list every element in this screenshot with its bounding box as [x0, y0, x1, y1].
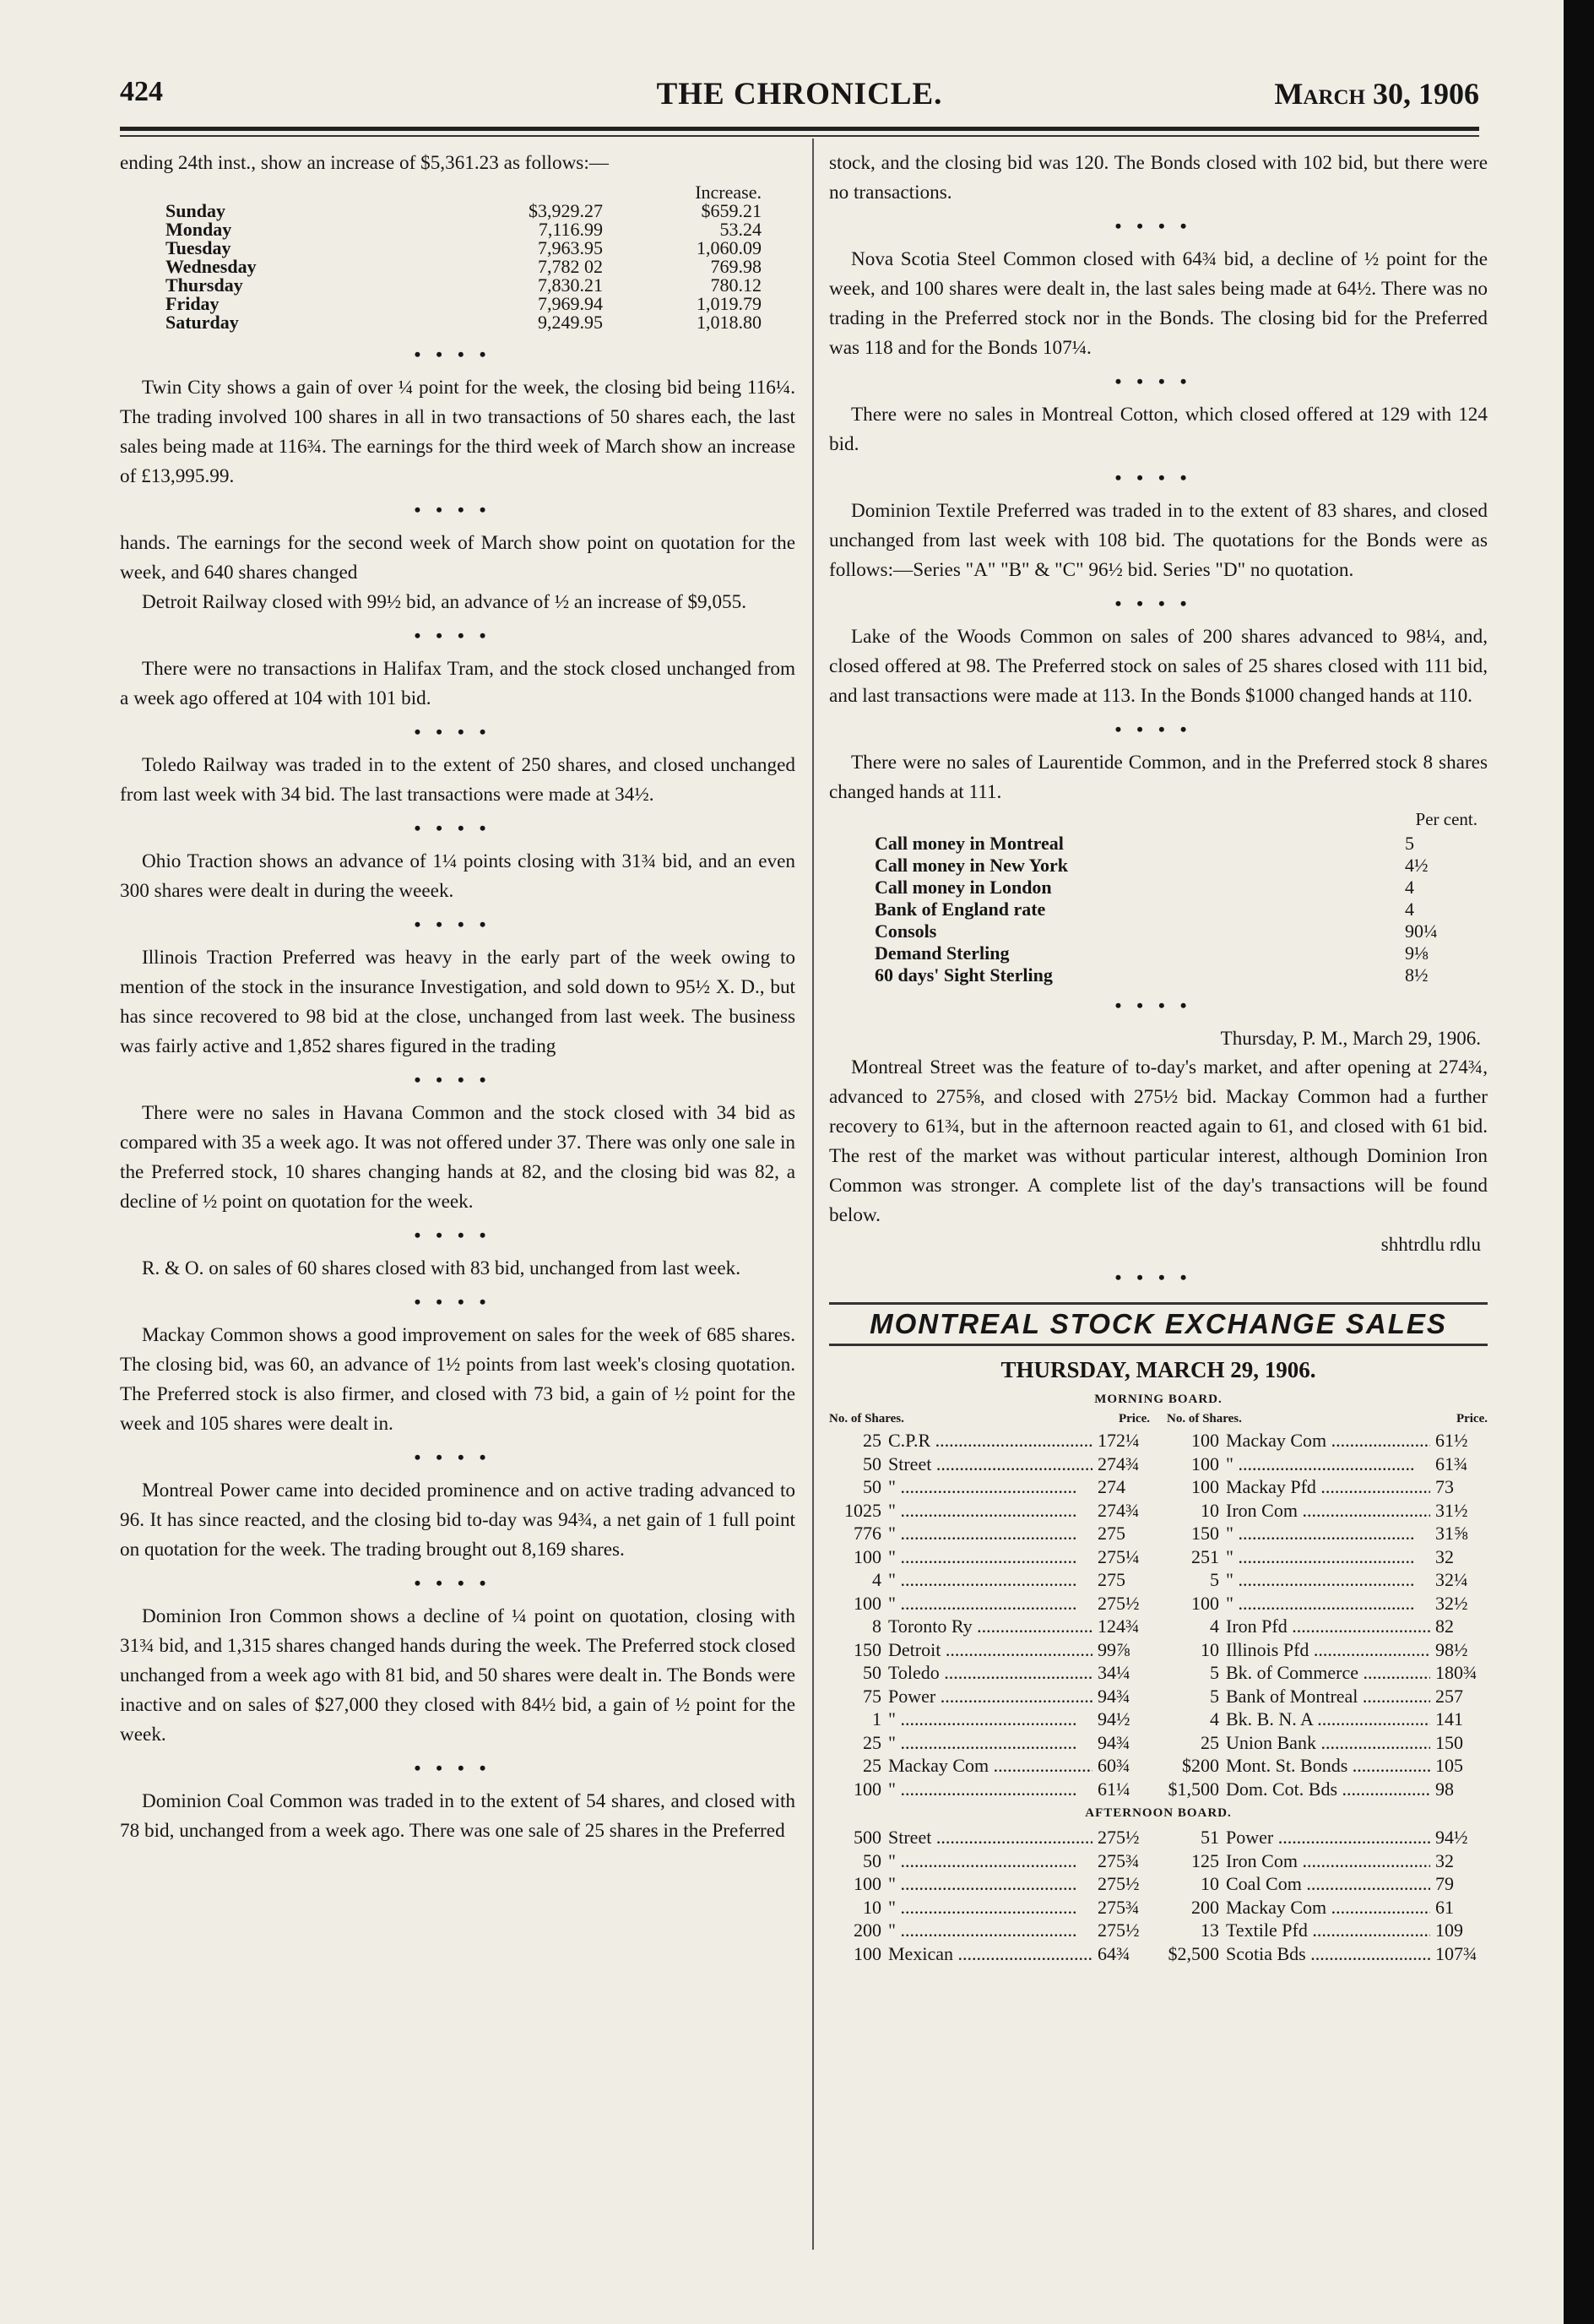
- section-separator: ••••: [1114, 593, 1202, 614]
- sale-stock: Toronto Ry .....: [888, 1615, 1092, 1638]
- section-separator: ••••: [1114, 215, 1202, 236]
- sale-shares: 5: [1210, 1662, 1219, 1683]
- sale-row: [829, 1452, 1150, 1476]
- report-dateline: Thursday, P. M., March 29, 1906.: [1220, 1028, 1481, 1049]
- paragraph-dominion-coal: Dominion Coal Common was traded in to the extent of 54 shares, and closed with 78 bid, unchanged from a week ago. There was one sale of 25 shares in the Preferred: [120, 1790, 795, 1842]
- sale-row: [829, 1708, 1150, 1731]
- section-separator: ••••: [414, 1069, 502, 1090]
- sale-shares: 25: [863, 1430, 881, 1451]
- daily-row: Monday 7,116.99 53.24: [165, 219, 762, 240]
- sale-shares: 776: [854, 1523, 881, 1544]
- daily-row: Wednesday 7,782 02 769.98: [165, 256, 762, 277]
- section-separator: ••••: [1114, 371, 1202, 392]
- sale-stock: " .....: [888, 1475, 1092, 1499]
- sale-price: 275¾: [1098, 1849, 1140, 1871]
- sale-price: 61¼: [1098, 1778, 1130, 1800]
- sale-price: 31½: [1435, 1499, 1468, 1521]
- sale-stock: Toledo .....: [888, 1661, 1092, 1685]
- afternoon-sales-right: [1167, 1826, 1488, 1965]
- sale-stock: Street .....: [888, 1826, 1092, 1849]
- sale-row: [829, 1568, 1150, 1592]
- section-separator: ••••: [414, 1291, 502, 1312]
- sale-stock: Mont. St. Bonds .....: [1226, 1754, 1430, 1778]
- sales-column-header: No. of Shares. Price.: [829, 1412, 1150, 1425]
- sale-shares: 50: [863, 1476, 881, 1497]
- sale-shares: 25: [863, 1731, 881, 1753]
- afternoon-sales-left: [829, 1826, 1150, 1965]
- sale-shares: 10: [1201, 1499, 1219, 1521]
- sale-row: [1167, 1942, 1488, 1966]
- sale-stock: C.P.R .....: [888, 1429, 1092, 1452]
- sale-row: [829, 1475, 1150, 1499]
- sale-row: [829, 1826, 1150, 1849]
- sale-stock: Bk. of Commerce .....: [1226, 1661, 1430, 1685]
- sale-row: [1167, 1475, 1488, 1499]
- sale-stock: " .....: [888, 1522, 1092, 1545]
- sale-price: 73: [1435, 1476, 1454, 1497]
- daily-earnings-table: [162, 183, 765, 332]
- sale-price: 275¼: [1098, 1545, 1140, 1567]
- sale-price: 32¼: [1435, 1569, 1468, 1590]
- sale-row: [829, 1896, 1150, 1919]
- sale-row: [829, 1942, 1150, 1966]
- sale-stock: Illinois Pfd .....: [1226, 1638, 1430, 1662]
- afternoon-right-rows: [1167, 1826, 1488, 1965]
- sale-price: 275: [1098, 1523, 1125, 1544]
- sale-row: [1167, 1849, 1488, 1873]
- right-column: [829, 149, 1488, 1965]
- paragraph-halifax: There were no transactions in Halifax Tram, and the stock closed unchanged from a week ago offered at 104 with 101 bid.: [120, 658, 795, 709]
- section-separator: ••••: [414, 625, 502, 646]
- sale-price: 32: [1435, 1545, 1454, 1567]
- sale-price: 94½: [1435, 1827, 1468, 1848]
- left-column: [120, 149, 795, 1846]
- morning-right-rows: [1167, 1429, 1488, 1800]
- sale-shares: 200: [854, 1919, 881, 1941]
- morning-sales: [829, 1412, 1488, 1800]
- sale-stock: Power .....: [888, 1685, 1092, 1708]
- sale-price: 98½: [1435, 1638, 1468, 1660]
- sale-price: 105: [1435, 1755, 1463, 1776]
- sale-row: [829, 1661, 1150, 1685]
- sale-price: 94½: [1098, 1708, 1130, 1729]
- sale-row: [829, 1522, 1150, 1545]
- sale-price: 34¼: [1098, 1662, 1130, 1683]
- sale-stock: Mackay Pfd .....: [1226, 1475, 1430, 1499]
- paragraph-twin-city: Twin City shows a gain of over ¼ point for the week, the closing bid being 116¼. The trading involved 100 shares in all in two transactions of 50 shares each, the last sales being made at 116¾. The earnings for the third week of March show an increase of £13,995.99.: [120, 377, 795, 487]
- sale-row: [1167, 1896, 1488, 1919]
- sale-row: [829, 1872, 1150, 1896]
- sale-stock: " .....: [888, 1545, 1092, 1569]
- sale-price: 94¾: [1098, 1685, 1130, 1707]
- section-separator: ••••: [414, 721, 502, 742]
- earnings-intro: ending 24th inst., show an increase of $5,361.23 as follows:—: [120, 152, 609, 174]
- sale-price: 141: [1435, 1708, 1463, 1729]
- sale-price: 32: [1435, 1849, 1454, 1871]
- sale-row: [1167, 1826, 1488, 1849]
- section-separator: ••••: [1114, 995, 1202, 1016]
- sale-shares: 5: [1210, 1685, 1219, 1707]
- rate-row: Call money in New York 4½: [875, 855, 1429, 876]
- sale-stock: " .....: [888, 1778, 1092, 1801]
- sale-row: [829, 1754, 1150, 1778]
- sale-price: 275: [1098, 1569, 1125, 1590]
- paragraph-coal-continued: stock, and the closing bid was 120. The Bonds closed with 102 bid, but there were no transactions.: [829, 152, 1488, 204]
- sales-column-header: No. of Shares. Price.: [1167, 1412, 1488, 1425]
- sale-stock: " .....: [888, 1872, 1092, 1896]
- sale-row: [1167, 1638, 1488, 1662]
- sale-stock: " .....: [1226, 1545, 1430, 1569]
- sale-shares: 4: [1210, 1615, 1219, 1637]
- sale-price: 274¾: [1098, 1499, 1140, 1521]
- sale-stock: Mackay Com .....: [888, 1754, 1092, 1778]
- sale-stock: " .....: [888, 1708, 1092, 1731]
- sale-shares: 150: [1191, 1523, 1219, 1544]
- morning-board-label: MORNING BOARD.: [1094, 1393, 1223, 1406]
- sales-date: THURSDAY, MARCH 29, 1906.: [1000, 1357, 1316, 1382]
- sale-shares: $2,500: [1168, 1942, 1219, 1964]
- paragraph-dominion-iron: Dominion Iron Common shows a decline of ¼ point on quotation, closing with 31¾ bid, and 1,315 shares changed hands during the week. The Preferred stock closed unchanged from a week ago with 81 bid, and 50 shares were dealt in. The Bonds were inactive and on sales of $27,000 they closed with 84½ bid, a gain of ½ point for the week.: [120, 1605, 795, 1746]
- sale-shares: 100: [1191, 1430, 1219, 1451]
- sale-row: [1167, 1522, 1488, 1545]
- sale-row: [1167, 1661, 1488, 1685]
- rate-row: Call money in London 4: [875, 877, 1414, 898]
- daily-header-row: [162, 183, 765, 202]
- sale-shares: 100: [854, 1942, 881, 1964]
- sale-stock: " .....: [1226, 1592, 1430, 1615]
- sale-stock: " .....: [888, 1919, 1092, 1942]
- sale-row: [829, 1731, 1150, 1755]
- sale-stock: Textile Pfd .....: [1226, 1919, 1430, 1942]
- header-rule-thin: [120, 135, 1479, 137]
- paragraph-toledo: Toledo Railway was traded in to the extent of 250 shares, and closed unchanged from last week with 34 bid. The last transactions were made at 34½.: [120, 754, 795, 806]
- section-separator: ••••: [414, 817, 502, 839]
- sale-shares: 25: [863, 1755, 881, 1776]
- sale-row: [1167, 1545, 1488, 1569]
- sale-row: [1167, 1754, 1488, 1778]
- sale-stock: " .....: [888, 1896, 1092, 1919]
- sale-price: 107¾: [1435, 1942, 1477, 1964]
- paragraph-r-and-o: R. & O. on sales of 60 shares closed with 83 bid, unchanged from last week.: [142, 1257, 741, 1279]
- sale-price: 124¾: [1098, 1615, 1140, 1637]
- paragraph-thursday-market: Montreal Street was the feature of to-day's market, and after opening at 274¾, advanced to 275⅝, and closed with 275½ bid. Mackay Common had a further recovery to 61¾, but in the afternoon reacted again to 61, and closed with 61 bid. The rest of the market was without particular interest, although Dominion Iron Common was stronger. A complete list of the day's transactions will be found below.: [829, 1056, 1488, 1226]
- rates-header: Per cent.: [1415, 809, 1477, 829]
- sale-price: 275½: [1098, 1873, 1140, 1894]
- paragraph-illinois: Illinois Traction Preferred was heavy in the early part of the week owing to mention of the stock in the insurance Investigation, and sold down to 95½ X. D., but has since recovered to 98 bid at the close, unchanged from last week. The business was fairly active and 1,852 shares figured in the trading: [120, 947, 795, 1057]
- sales-rule-top: [829, 1302, 1488, 1305]
- sale-stock: " .....: [888, 1499, 1092, 1523]
- sale-stock: " .....: [888, 1592, 1092, 1615]
- sale-row: [1167, 1778, 1488, 1801]
- rate-row: Consols 90¼: [875, 920, 1438, 942]
- sale-shares: 8: [872, 1615, 881, 1637]
- sale-price: 257: [1435, 1685, 1463, 1707]
- increase-header: Increase.: [695, 182, 762, 203]
- sale-shares: 150: [854, 1638, 881, 1660]
- sale-shares: 1025: [844, 1499, 881, 1521]
- page-header: [120, 76, 1479, 123]
- sale-stock: " .....: [1226, 1452, 1430, 1476]
- daily-row: Friday 7,969.94 1,019.79: [165, 293, 762, 314]
- sale-shares: 50: [863, 1662, 881, 1683]
- sale-shares: 10: [1201, 1638, 1219, 1660]
- sale-price: 61¾: [1435, 1452, 1468, 1474]
- sale-stock: Bk. B. N. A .....: [1226, 1708, 1430, 1731]
- sale-stock: Mackay Com .....: [1226, 1896, 1430, 1919]
- sale-shares: 100: [854, 1873, 881, 1894]
- sale-row: [1167, 1615, 1488, 1638]
- paragraph-dominion-textile: Dominion Textile Preferred was traded in to the extent of 83 shares, and closed unchanged from last week with 108 bid. The quotations for the Bonds were as follows:—Series "A" "B" & "C" 96½ bid. Series "D" no quotation.: [829, 500, 1488, 581]
- paragraph-laurentide: There were no sales of Laurentide Common, and in the Preferred stock 8 shares changed hands at 111.: [829, 752, 1488, 803]
- section-separator: ••••: [1114, 467, 1202, 488]
- section-separator: ••••: [414, 1757, 502, 1778]
- sale-shares: 50: [863, 1452, 881, 1474]
- section-separator: ••••: [1114, 1267, 1202, 1288]
- sale-row: [1167, 1452, 1488, 1476]
- sale-price: 275½: [1098, 1827, 1140, 1848]
- sale-stock: Coal Com .....: [1226, 1872, 1430, 1896]
- sales-rule-bottom: [829, 1344, 1488, 1346]
- sale-row: [1167, 1919, 1488, 1942]
- sale-price: 98: [1435, 1778, 1454, 1800]
- paragraph-montreal-cotton: There were no sales in Montreal Cotton, which closed offered at 129 with 124 bid.: [829, 404, 1488, 455]
- sale-row: [829, 1685, 1150, 1708]
- paragraph-montreal-power: Montreal Power came into decided prominence and on active trading advanced to 96. It has since reacted, and the closing bid to-day was 94¾, a net gain of 1 full point on quotation for the week. The trading brought out 8,169 shares.: [120, 1480, 795, 1561]
- sale-row: [829, 1849, 1150, 1873]
- sale-shares: 4: [872, 1569, 881, 1590]
- sale-shares: 25: [1201, 1731, 1219, 1753]
- paragraph-ohio: Ohio Traction shows an advance of 1¼ points closing with 31¾ bid, and an even 300 shares were dealt in during the weeek.: [120, 850, 795, 902]
- sale-stock: Detroit .....: [888, 1638, 1092, 1662]
- section-separator: ••••: [414, 1572, 502, 1594]
- sale-price: 79: [1435, 1873, 1454, 1894]
- sale-stock: Mexican .....: [888, 1942, 1092, 1966]
- sale-stock: " .....: [888, 1731, 1092, 1755]
- sale-shares: 500: [854, 1827, 881, 1848]
- sale-price: 275¾: [1098, 1896, 1140, 1918]
- section-separator: ••••: [414, 1447, 502, 1468]
- sale-row: [1167, 1592, 1488, 1615]
- sale-stock: Iron Com .....: [1226, 1849, 1430, 1873]
- sale-price: 99⅞: [1098, 1638, 1130, 1660]
- daily-row: Tuesday 7,963.95 1,060.09: [165, 237, 762, 258]
- sale-shares: 251: [1191, 1545, 1219, 1567]
- sale-price: 94¾: [1098, 1731, 1130, 1753]
- sale-row: [1167, 1568, 1488, 1592]
- sale-stock: Iron Com .....: [1226, 1499, 1430, 1523]
- sale-stock: " .....: [1226, 1568, 1430, 1592]
- sale-shares: 100: [854, 1778, 881, 1800]
- sale-row: [829, 1615, 1150, 1638]
- section-separator: ••••: [414, 1224, 502, 1246]
- issue-date: March 30, 1906: [1274, 77, 1479, 111]
- sale-row: [1167, 1499, 1488, 1523]
- sale-row: [829, 1499, 1150, 1523]
- sale-shares: 200: [1191, 1896, 1219, 1918]
- afternoon-board-label: AFTERNOON BOARD.: [1085, 1806, 1232, 1820]
- afternoon-sales: [829, 1826, 1488, 1965]
- paragraph-tail: shhtrdlu rdlu: [1380, 1234, 1481, 1255]
- header-rule: [120, 127, 1479, 131]
- sale-shares: 1: [872, 1708, 881, 1729]
- sale-shares: 125: [1191, 1849, 1219, 1871]
- sale-shares: 13: [1201, 1919, 1219, 1941]
- section-separator: ••••: [414, 914, 502, 935]
- sale-price: 61: [1435, 1896, 1454, 1918]
- sales-title: MONTREAL STOCK EXCHANGE SALES: [870, 1308, 1447, 1339]
- sale-price: 275½: [1098, 1919, 1140, 1941]
- section-separator: ••••: [1114, 719, 1202, 740]
- paragraph-nova-scotia: Nova Scotia Steel Common closed with 64¾ bid, a decline of ½ point for the week, and 100 shares were dealt in, the last sales being made at 64½. There was no trading in the Preferred stock nor in the Bonds. The closing bid for the Preferred was 118 and for the Bonds 107¼.: [829, 248, 1488, 359]
- sale-stock: Dom. Cot. Bds .....: [1226, 1778, 1430, 1801]
- sale-stock: Union Bank .....: [1226, 1731, 1430, 1755]
- afternoon-left-rows: [829, 1826, 1150, 1965]
- morning-left-rows: [829, 1429, 1150, 1800]
- sale-price: 64¾: [1098, 1942, 1130, 1964]
- sale-shares: 100: [1191, 1476, 1219, 1497]
- publication-title: THE CHRONICLE.: [656, 77, 943, 111]
- paragraph-lake-of-the-woods: Lake of the Woods Common on sales of 200 shares advanced to 98¼, and, closed offered at 98. The Preferred stock on sales of 25 shares closed with 111 bid, and last transactions were made at 113. In the Bonds $1000 changed hands at 110.: [829, 626, 1488, 707]
- rate-row: Bank of England rate 4: [875, 899, 1414, 920]
- rate-row: 60 days' Sight Sterling 8½: [875, 964, 1429, 986]
- sale-row: [1167, 1872, 1488, 1896]
- sale-price: 109: [1435, 1919, 1463, 1941]
- paragraph-detroit-a: hands. The earnings for the second week of March show point on quotation for the week, and 640 shares changed: [120, 532, 795, 584]
- sale-price: 32½: [1435, 1592, 1468, 1614]
- sale-row: [829, 1545, 1150, 1569]
- section-separator: ••••: [414, 499, 502, 520]
- sale-row: [829, 1919, 1150, 1942]
- sale-shares: 10: [1201, 1873, 1219, 1894]
- morning-sales-right: [1167, 1412, 1488, 1800]
- paragraph-havana: There were no sales in Havana Common and the stock closed with 34 bid as compared with 35 a week ago. It was not offered under 37. There was only one sale in the Preferred stock, 10 shares changing hands at 82, and the closing bid was 82, a decline of ½ point on quotation for the week.: [120, 1102, 795, 1213]
- daily-row: Thursday 7,830.21 780.12: [165, 274, 762, 296]
- paragraph-mackay: Mackay Common shows a good improvement on sales for the week of 685 shares. The closing bid, was 60, an advance of 1½ points from last week's closing quotation. The Preferred stock is also firmer, and closed with 73 bid, a gain of ½ point for the week and 105 shares were dealt in.: [120, 1324, 795, 1435]
- sale-stock: Street .....: [888, 1452, 1092, 1476]
- sale-price: 172¼: [1098, 1430, 1140, 1451]
- sale-price: 150: [1435, 1731, 1463, 1753]
- sale-price: 82: [1435, 1615, 1454, 1637]
- sale-row: [829, 1592, 1150, 1615]
- sale-shares: 51: [1201, 1827, 1219, 1848]
- sale-price: 274¾: [1098, 1452, 1140, 1474]
- sale-price: 274: [1098, 1476, 1125, 1497]
- sale-shares: $1,500: [1168, 1778, 1219, 1800]
- sale-stock: " .....: [1226, 1522, 1430, 1545]
- sale-price: 275½: [1098, 1592, 1140, 1614]
- sale-shares: 4: [1210, 1708, 1219, 1729]
- sale-shares: 5: [1210, 1569, 1219, 1590]
- rate-row: Demand Sterling 9⅛: [875, 942, 1429, 964]
- sale-row: [1167, 1708, 1488, 1731]
- sale-row: [829, 1429, 1150, 1452]
- sale-price: 61½: [1435, 1430, 1468, 1451]
- column-divider: [812, 138, 814, 2250]
- scan-edge: [1564, 0, 1594, 2324]
- sale-shares: 100: [1191, 1452, 1219, 1474]
- sale-shares: 75: [863, 1685, 881, 1707]
- sale-stock: Iron Pfd .....: [1226, 1615, 1430, 1638]
- sale-stock: Mackay Com .....: [1226, 1429, 1430, 1452]
- sale-price: 60¾: [1098, 1755, 1130, 1776]
- daily-row: Saturday 9,249.95 1,018.80: [165, 312, 762, 333]
- sale-row: [829, 1638, 1150, 1662]
- sale-row: [1167, 1731, 1488, 1755]
- money-rates-table: [871, 833, 1459, 986]
- morning-sales-left: [829, 1412, 1150, 1800]
- section-separator: ••••: [414, 344, 502, 365]
- sale-stock: " .....: [888, 1849, 1092, 1873]
- sale-row: [1167, 1685, 1488, 1708]
- sale-shares: 100: [854, 1545, 881, 1567]
- sale-row: [829, 1778, 1150, 1801]
- paragraph-detroit-b: Detroit Railway closed with 99½ bid, an advance of ½ an increase of $9,055.: [142, 591, 747, 613]
- sale-stock: Bank of Montreal .....: [1226, 1685, 1430, 1708]
- sale-shares: 10: [863, 1896, 881, 1918]
- sale-stock: Power .....: [1226, 1826, 1430, 1849]
- sale-price: 31⅝: [1435, 1523, 1468, 1544]
- sale-shares: 100: [854, 1592, 881, 1614]
- sale-shares: $200: [1182, 1755, 1219, 1776]
- sale-stock: Scotia Bds .....: [1226, 1942, 1430, 1966]
- page-number: 424: [120, 76, 163, 107]
- sale-row: [1167, 1429, 1488, 1452]
- sale-price: 180¾: [1435, 1662, 1477, 1683]
- sale-shares: 50: [863, 1849, 881, 1871]
- sale-stock: " .....: [888, 1568, 1092, 1592]
- daily-row: Sunday $3,929.27 $659.21: [165, 200, 762, 221]
- rate-row: Call money in Montreal 5: [875, 833, 1414, 854]
- sale-shares: 100: [1191, 1592, 1219, 1614]
